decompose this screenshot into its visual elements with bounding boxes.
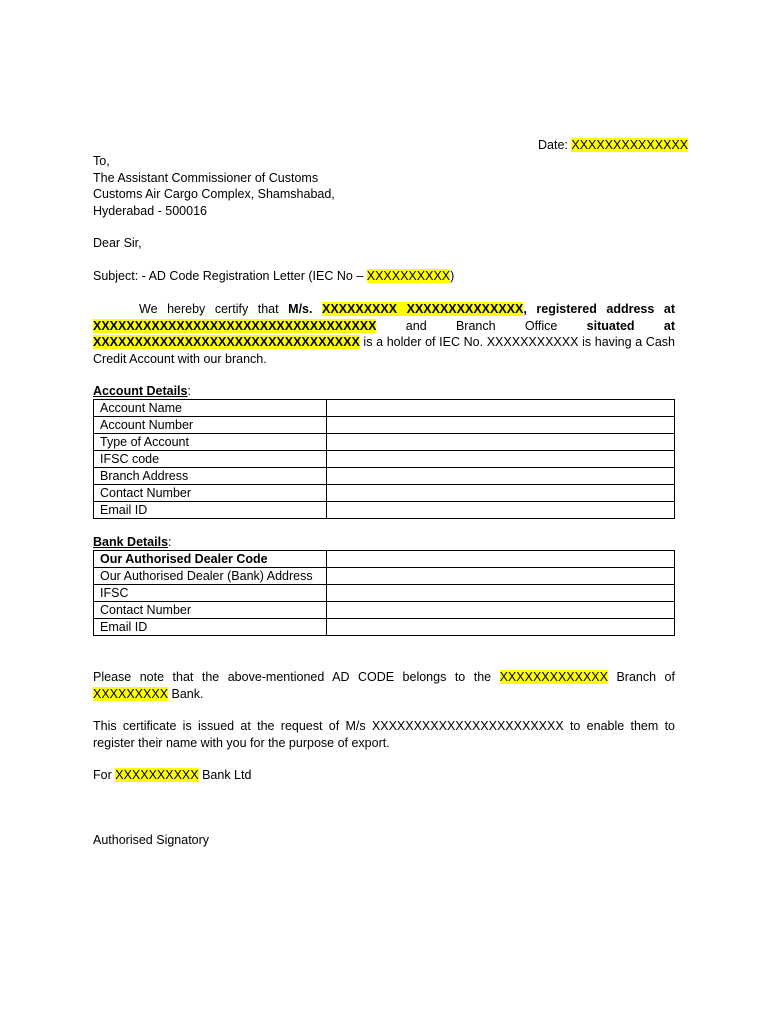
table-cell-value[interactable] bbox=[327, 619, 675, 636]
account-details-colon: : bbox=[187, 384, 191, 398]
para1-text-5: is a holder of IEC No. XXXXXXXXXXX is having a Cash Credit Account with our branch. bbox=[93, 335, 675, 366]
for-bank-line bbox=[93, 767, 251, 784]
recipient-address bbox=[93, 153, 675, 219]
table-cell-label: Branch Address bbox=[94, 468, 327, 485]
table-cell-value[interactable] bbox=[327, 502, 675, 519]
para2-bank: XXXXXXXXX bbox=[93, 686, 169, 701]
para1-text-4: situated at bbox=[586, 318, 675, 333]
for-bank-text-1: For bbox=[93, 768, 116, 782]
subject-line bbox=[93, 268, 454, 285]
table-cell-value[interactable] bbox=[327, 434, 675, 451]
subject-prefix: Subject: - AD Code Registration Letter (IEC No – bbox=[93, 269, 367, 283]
table-cell-label: Account Name bbox=[94, 400, 327, 417]
para2-text-2: Branch of bbox=[607, 670, 675, 684]
date-label: Date: bbox=[538, 138, 572, 152]
table-cell-value[interactable] bbox=[327, 568, 675, 585]
table-row bbox=[94, 417, 675, 434]
for-bank-text-2: Bank Ltd bbox=[198, 768, 252, 782]
table-cell-label: Account Number bbox=[94, 417, 327, 434]
authorised-signatory: Authorised Signatory bbox=[93, 833, 210, 847]
table-row bbox=[94, 468, 675, 485]
for-bank-name: XXXXXXXXXX bbox=[115, 768, 199, 782]
table-row bbox=[94, 551, 675, 568]
table-cell-value[interactable] bbox=[327, 585, 675, 602]
table-cell-label: Email ID bbox=[94, 619, 327, 636]
table-cell-label: Contact Number bbox=[94, 602, 327, 619]
table-cell-value[interactable] bbox=[327, 417, 675, 434]
table-cell-value[interactable] bbox=[327, 485, 675, 502]
table-row bbox=[94, 568, 675, 585]
para1-text-2: , registered address at bbox=[523, 302, 675, 316]
table-cell-label: Contact Number bbox=[94, 485, 327, 502]
ad-code-note-paragraph bbox=[93, 669, 675, 702]
certification-paragraph bbox=[93, 301, 675, 367]
table-cell-label: Our Authorised Dealer Code bbox=[94, 551, 327, 568]
table-row bbox=[94, 485, 675, 502]
address-line-1: The Assistant Commissioner of Customs bbox=[93, 170, 319, 185]
para2-text-1: Please note that the above-mentioned AD CODE belongs to the bbox=[93, 670, 500, 684]
para1-ms: M/s. bbox=[288, 302, 313, 316]
table-cell-label: Type of Account bbox=[94, 434, 327, 451]
bank-details-table bbox=[93, 550, 675, 636]
para1-registered-address: XXXXXXXXXXXXXXXXXXXXXXXXXXXXXXXXXX bbox=[93, 318, 377, 333]
table-row bbox=[94, 400, 675, 417]
table-row bbox=[94, 434, 675, 451]
table-row bbox=[94, 619, 675, 636]
certificate-purpose-paragraph: This certificate is issued at the request of M/s XXXXXXXXXXXXXXXXXXXXXXX to enable them to register their name with you for the purpose of export. bbox=[93, 719, 675, 750]
para1-text-1: We hereby certify that bbox=[139, 302, 289, 316]
para2-branch: XXXXXXXXXXXXX bbox=[499, 670, 608, 684]
date-value: XXXXXXXXXXXXXX bbox=[571, 138, 689, 152]
bank-details-colon: : bbox=[168, 535, 172, 549]
table-cell-value[interactable] bbox=[327, 451, 675, 468]
table-row bbox=[94, 602, 675, 619]
table-cell-value[interactable] bbox=[327, 468, 675, 485]
table-cell-value[interactable] bbox=[327, 602, 675, 619]
table-cell-value[interactable] bbox=[327, 400, 675, 417]
table-row bbox=[94, 585, 675, 602]
para1-company-name: XXXXXXXXX XXXXXXXXXXXXXX bbox=[322, 302, 524, 316]
table-cell-label: IFSC code bbox=[94, 451, 327, 468]
address-to: To, bbox=[93, 154, 110, 168]
address-line-3: Hyderabad - 500016 bbox=[93, 203, 207, 218]
table-cell-label: IFSC bbox=[94, 585, 327, 602]
table-cell-value[interactable] bbox=[327, 551, 675, 568]
salutation: Dear Sir, bbox=[93, 236, 142, 250]
account-details-table bbox=[93, 399, 675, 519]
table-cell-label: Our Authorised Dealer (Bank) Address bbox=[94, 568, 327, 585]
date-line bbox=[538, 137, 688, 154]
subject-suffix: ) bbox=[450, 269, 455, 283]
account-details-heading bbox=[93, 383, 191, 400]
para1-text-3: and Branch Office bbox=[376, 318, 587, 333]
table-cell-label: Email ID bbox=[94, 502, 327, 519]
table-row bbox=[94, 451, 675, 468]
para2-text-3: Bank. bbox=[168, 686, 204, 701]
para1-branch-address: XXXXXXXXXXXXXXXXXXXXXXXXXXXXXXXX bbox=[93, 335, 360, 349]
bank-details-heading bbox=[93, 534, 172, 551]
bank-details-title: Bank Details bbox=[93, 535, 169, 549]
table-row bbox=[94, 502, 675, 519]
account-details-title: Account Details bbox=[93, 384, 188, 398]
subject-iec: XXXXXXXXXX bbox=[366, 269, 451, 283]
address-line-2: Customs Air Cargo Complex, Shamshabad, bbox=[93, 187, 335, 201]
